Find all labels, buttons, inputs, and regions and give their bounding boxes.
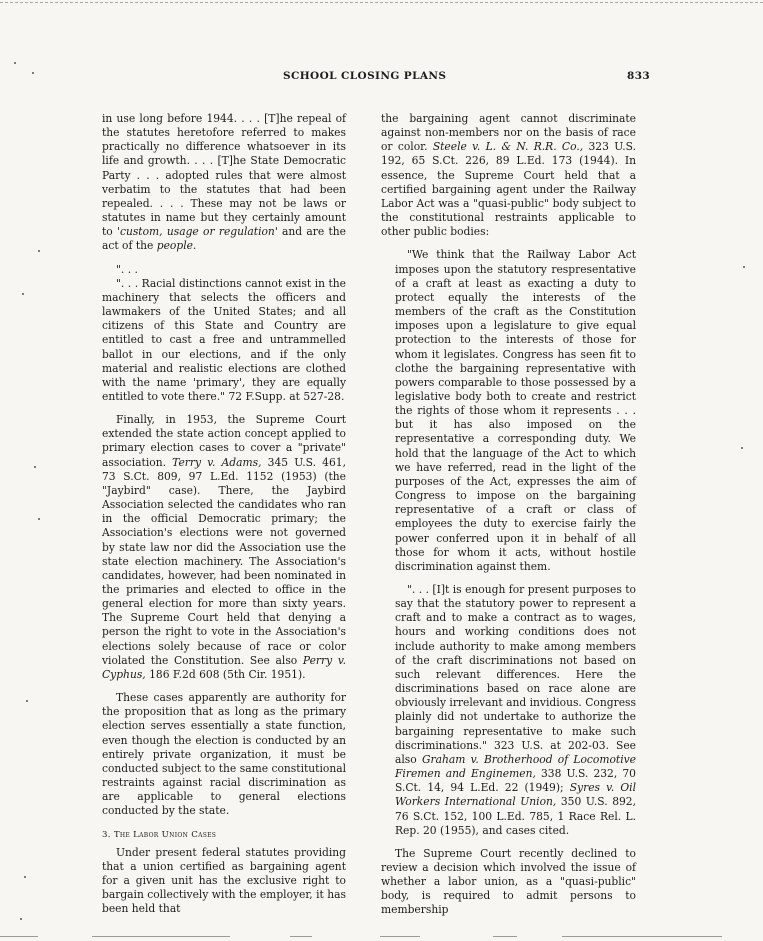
quote-paragraph: "We think that the Railway Labor Act imposes upon the statutory respresentative of a craft at least as exacting a duty to protect equally the interests of the members of the craft as the Constitution imposes upon a legislature to give equal protection to the interests of those for whom it legislates. Congress has seen fit to clothe the bargaining representative with powers comparable to those possessed by a legislative body both to create and restrict the rights of those whom it represents . . . but it has also imposed on the representative a corresponding duty. We hold that the language of the Act to which we have referred, read in the light of the purposes of the Act, expresses the aim of Congress to impose on the bargaining representative of a craft or class of employees the duty to exercise fairly the power conferred upon it in behalf of all those for whom it acts, without hostile discrimination against them. — [395, 248, 636, 573]
scan-speck — [741, 447, 743, 449]
body-paragraph: The Supreme Court recently declined to review a decision which involved the issue of whether a labor union, as a "quasi-public" body, is required to admit persons to membership — [381, 846, 636, 917]
block-quote — [395, 248, 636, 837]
running-title: SCHOOL CLOSING PLANS — [283, 70, 447, 82]
bottom-scan-rule — [493, 936, 517, 937]
body-paragraph: the bargaining agent cannot discriminate against non-members nor on the basis of race or color. Steele v. L. & N. R.R. Co., 323 U.S. 192, 65 S.Ct. 226, 89 L.Ed. 173 (1944). In essence, the Supreme Court held that a certified bargaining agent under the Railway Labor Act was a "quasi-public" body subject to the constitutional restraints applicable to other public bodies: — [381, 112, 636, 239]
scan-speck — [26, 700, 28, 702]
body-paragraph: Under present federal statutes providing that a union certified as bargaining agent for a given unit has the exclusive right to bargain collectively with the employer, it has been held that — [102, 845, 346, 916]
scan-speck — [34, 466, 36, 468]
quote-continuation: in use long before 1944. . . . [T]he repeal of the statutes heretofore referred to makes practically no difference whatsoever in its life and growth. . . . [T]he State Democratic Party . . . adopted rules that were almost verbatim to the statutes that had been repealed. . . . These may not be laws or statutes in name but they certainly amount to 'custom, usage or regulation' and are the act of the people. — [102, 112, 346, 253]
scan-speck — [38, 518, 40, 520]
scan-speck — [38, 250, 40, 252]
scan-speck — [22, 293, 24, 295]
bottom-scan-rule — [380, 936, 420, 937]
scan-speck — [20, 918, 22, 920]
bottom-scan-rule — [0, 936, 38, 937]
quote-ellipsis: ". . . — [116, 262, 138, 276]
quote-paragraph: ". . . Racial distinctions cannot exist in the machinery that selects the officers and lawmakers of the United States; and all citizens of this State and Country are entitled to cast a free and untrammelled ballot in our elections, and if the only material and realistic elections are clothed with the name 'primary', they are equally entitled to vote there." 72 F.Supp. at 527-28. — [102, 276, 346, 403]
scan-speck — [24, 876, 26, 878]
body-paragraph: These cases apparently are authority for the proposition that as long as the primary election serves essentially a state function, even though the election is conducted by an entirely private organization, it must be conducted subject to the same constitutional restraints against racial discrimination as are applicable to general elections conducted by the state. — [102, 691, 346, 818]
top-scan-rule — [0, 2, 763, 3]
left-column — [102, 112, 346, 916]
running-header — [0, 70, 763, 86]
bottom-scan-rule — [562, 936, 722, 937]
scan-speck — [32, 72, 34, 74]
quote-paragraph: ". . . [I]t is enough for present purposes to say that the statutory power to represent a craft and to make a contract as to wages, hours and working conditions does not include authority to make among members of the craft discriminations not based on such relevant differences. Here the discriminations based on race alone are obviously irrelevant and invidious. Congress plainly did not undertake to authorize the bargaining representative to make such discriminations." 323 U.S. at 202-03. See also Graham v. Brotherhood of Locomotive Firemen and Enginemen, 338 U.S. 232, 70 S.Ct. 14, 94 L.Ed. 22 (1949); Syres v. Oil Workers International Union, 350 U.S. 892, 76 S.Ct. 152, 100 L.Ed. 785, 1 Race Rel. L. Rep. 20 (1955), and cases cited. — [395, 583, 636, 837]
scan-speck — [14, 62, 16, 64]
section-heading: 3. The Labor Union Cases — [102, 829, 217, 840]
right-column — [381, 112, 636, 918]
bottom-scan-rule — [92, 936, 230, 937]
scan-speck — [743, 266, 745, 268]
body-paragraph: Finally, in 1953, the Supreme Court extended the state action concept applied to primary election cases to cover a "private" association. Terry v. Adams, 345 U.S. 461, 73 S.Ct. 809, 97 L.Ed. 1152 (1953) (the "Jaybird" case). There, the Jaybird Association selected the candidates who ran in the official Democratic primary; the Association's elections were not governed by state law nor did the Association use the state election machinery. The Association's candidates, however, had been nominated in the primaries and elected to office in the general election for more than sixty years. The Supreme Court held that denying a person the right to vote in the Association's elections solely because of race or color violated the Constitution. See also Perry v. Cyphus, 186 F.2d 608 (5th Cir. 1951). — [102, 413, 346, 681]
page-number: 833 — [627, 70, 651, 82]
bottom-scan-rule — [290, 936, 312, 937]
